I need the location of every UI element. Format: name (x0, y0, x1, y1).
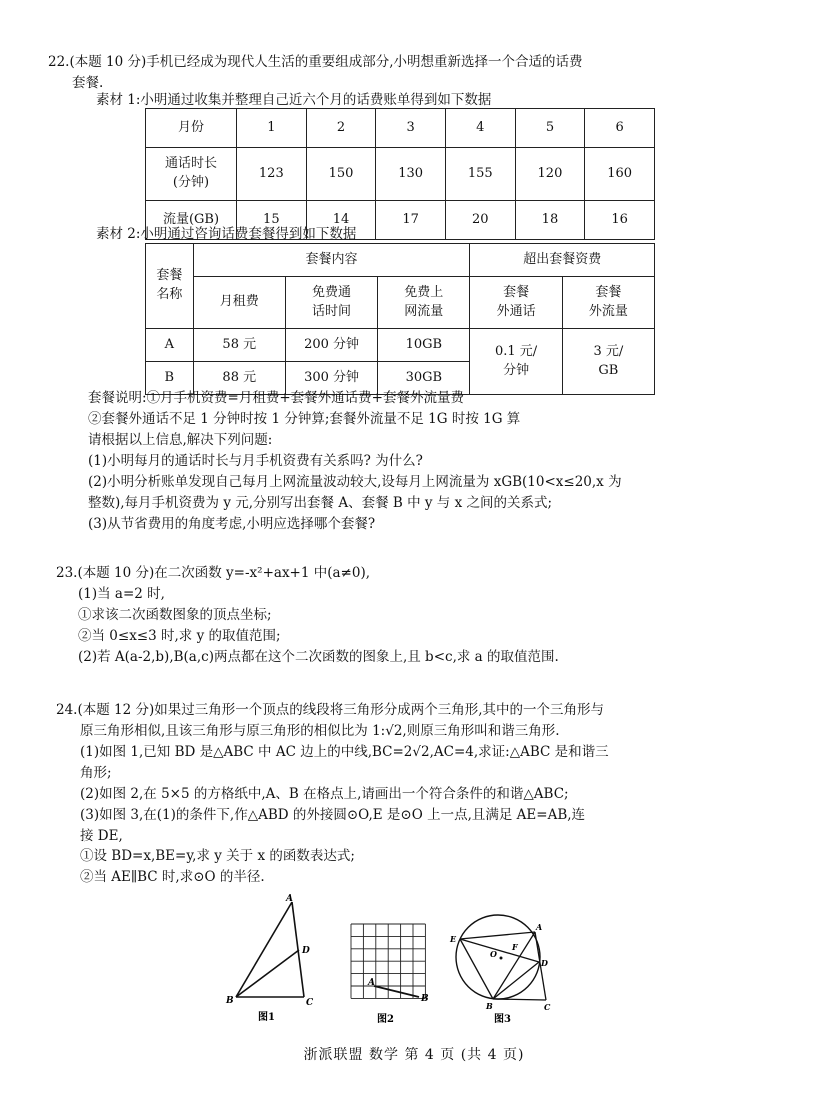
extra-call-rate: 0.1 元/ 分钟 (470, 329, 562, 395)
fig3-center-dot (500, 957, 503, 960)
bill-cell: 3 (376, 109, 446, 148)
free-data-header: 免费上 网流量 (378, 277, 470, 329)
plan-b-data: 30GB (378, 362, 470, 395)
q24-part3c: ①设 BD=x,BE=y,求 y 关于 x 的函数表达式; (80, 848, 355, 865)
q24-part3d: ②当 AE∥BC 时,求⊙O 的半径. (80, 869, 265, 886)
fig2-label-a: A (368, 978, 375, 988)
plan-a-name: A (146, 329, 194, 362)
q22-title-cont: 套餐. (72, 74, 104, 91)
bill-row-label: 通话时长 (分钟) (146, 148, 237, 201)
fig1-label-a: A (286, 894, 293, 904)
q24-part2: (2)如图 2,在 5×5 的方格纸中,A、B 在格点上,请画出一个符合条件的和谐△ABC; (80, 785, 569, 802)
q24-part1b: 角形; (80, 764, 112, 781)
fig3-label-d: D (541, 958, 548, 968)
plan-b-call: 300 分钟 (285, 362, 377, 395)
bill-cell: 5 (515, 109, 585, 148)
extra-data-header: 套餐 外流量 (562, 277, 654, 329)
bill-table-row (146, 148, 655, 201)
fig1-label-d: D (302, 946, 310, 956)
plan-b-name: B (146, 362, 194, 395)
bill-cell: 18 (515, 201, 585, 240)
bill-cell: 16 (585, 201, 655, 240)
q22-material2: 素材 2:小明通过咨询话费套餐得到如下数据 (96, 226, 357, 242)
q23-title: 23.(本题 10 分)在二次函数 y=-x²+ax+1 中(a≠0), (56, 565, 371, 581)
fig1-label-c: C (306, 998, 314, 1008)
fig3-label-f: F (512, 942, 518, 952)
q22-title-line: 22.(本题 10 分)手机已经成为现代人生活的重要组成部分,小明想重新选择一个合适的话费 (48, 54, 583, 70)
fig2-grid (351, 924, 425, 998)
plan-a-fee: 58 元 (193, 329, 285, 362)
q22-note2: ②套餐外通话不足 1 分钟时按 1 分钟算;套餐外流量不足 1G 时按 1G 算 (88, 410, 521, 427)
fig2-caption: 图2 (377, 1014, 394, 1024)
q22-part1: (1)小明每月的通话时长与月手机资费有关系吗? 为什么? (88, 452, 423, 469)
plan-a-data: 10GB (378, 329, 470, 362)
figure-3 (448, 912, 560, 1024)
q24-part1a: (1)如图 1,已知 BD 是△ABC 中 AC 边上的中线,BC=2√2,AC=4,求证:△ABC 是和谐三 (80, 743, 609, 760)
q24 (56, 700, 766, 888)
bill-cell: 120 (515, 148, 585, 201)
fig3-label-e: E (450, 934, 457, 944)
fig1-label-b: B (226, 996, 234, 1006)
monthly-fee-header: 月租费 (193, 277, 285, 329)
plan-over-header: 超出套餐资费 (470, 244, 655, 277)
fig1-caption: 图1 (258, 1012, 275, 1023)
q22-part2a: (2)小明分析账单发现自己每月上网流量波动较大,设每月上网流量为 xGB(10<x≤20,x 为 (88, 473, 622, 490)
q22-part3: (3)从节省费用的角度考虑,小明应选择哪个套餐? (88, 515, 376, 532)
fig3-label-c: C (544, 1002, 551, 1012)
fig1-triangle (236, 902, 304, 997)
q23-part2: (2)若 A(a-2,b),B(a,c)两点都在这个二次函数的图象上,且 b<c,求 a 的取值范围. (78, 648, 559, 665)
q23-part1a: ①求该二次函数图象的顶点坐标; (78, 606, 272, 623)
bill-table-row (146, 109, 655, 148)
bill-row-label: 流量(GB) (146, 201, 237, 240)
phone-bill-table (145, 108, 655, 240)
fig2-label-b: B (421, 994, 429, 1004)
q22-title (48, 52, 738, 94)
bill-cell: 17 (376, 201, 446, 240)
bill-cell: 155 (445, 148, 515, 201)
plan-a-call: 200 分钟 (285, 329, 377, 362)
bill-cell: 20 (445, 201, 515, 240)
bill-cell: 2 (306, 109, 376, 148)
plan-table (145, 243, 655, 395)
bill-cell: 15 (237, 201, 307, 240)
q22-notes (88, 388, 748, 534)
fig3-caption: 图3 (494, 1014, 511, 1024)
q24-title: 24.(本题 12 分)如果过三角形一个顶点的线段将三角形分成两个三角形,其中的一个三角形与 (56, 702, 605, 718)
extra-data-rate: 3 元/ GB (562, 329, 654, 395)
bill-cell: 123 (237, 148, 307, 201)
q22-material1: 素材 1:小明通过收集并整理自己近六个月的话费账单得到如下数据 (96, 92, 492, 108)
bill-cell: 1 (237, 109, 307, 148)
fig3-label-a: A (536, 922, 543, 932)
fig2-segment-ab (374, 986, 419, 997)
fig3-label-o: O (490, 949, 497, 959)
q24-part3a: (3)如图 3,在(1)的条件下,作△ABD 的外接圆⊙O,E 是⊙O 上一点,且满足 AE=AB,连 (80, 806, 586, 823)
plan-name-header: 套餐 名称 (146, 244, 194, 329)
fig3-circle (456, 915, 543, 999)
q22-note1: 套餐说明:①月手机资费=月租费+套餐外通话费+套餐外流量费 (88, 390, 464, 406)
q22-instruction: 请根据以上信息,解决下列问题: (88, 431, 273, 448)
bill-cell: 130 (376, 148, 446, 201)
bill-cell: 160 (585, 148, 655, 201)
bill-cell: 6 (585, 109, 655, 148)
plan-b-fee: 88 元 (193, 362, 285, 395)
bill-row-label: 月份 (146, 109, 237, 148)
q23-part1b: ②当 0≤x≤3 时,求 y 的取值范围; (78, 627, 281, 644)
fig3-label-b: B (486, 1001, 493, 1011)
figure-2 (343, 922, 435, 1024)
figure-1 (222, 892, 332, 1024)
q23 (56, 563, 756, 668)
extra-call-header: 套餐 外通话 (470, 277, 562, 329)
q24-title-cont: 原三角形相似,且该三角形与原三角形的相似比为 1:√2,则原三角形叫和谐三角形. (80, 722, 560, 739)
plan-content-header: 套餐内容 (193, 244, 470, 277)
page-footer: 浙派联盟 数学 第 4 页 (共 4 页) (303, 1047, 525, 1063)
bill-cell: 14 (306, 201, 376, 240)
bill-cell: 150 (306, 148, 376, 201)
free-call-header: 免费通 话时间 (285, 277, 377, 329)
q24-part3b: 接 DE, (80, 827, 123, 844)
q23-part1: (1)当 a=2 时, (78, 585, 165, 602)
q22-part2b: 整数),每月手机资费为 y 元,分别写出套餐 A、套餐 B 中 y 与 x 之间的关系式; (88, 494, 553, 511)
bill-cell: 4 (445, 109, 515, 148)
